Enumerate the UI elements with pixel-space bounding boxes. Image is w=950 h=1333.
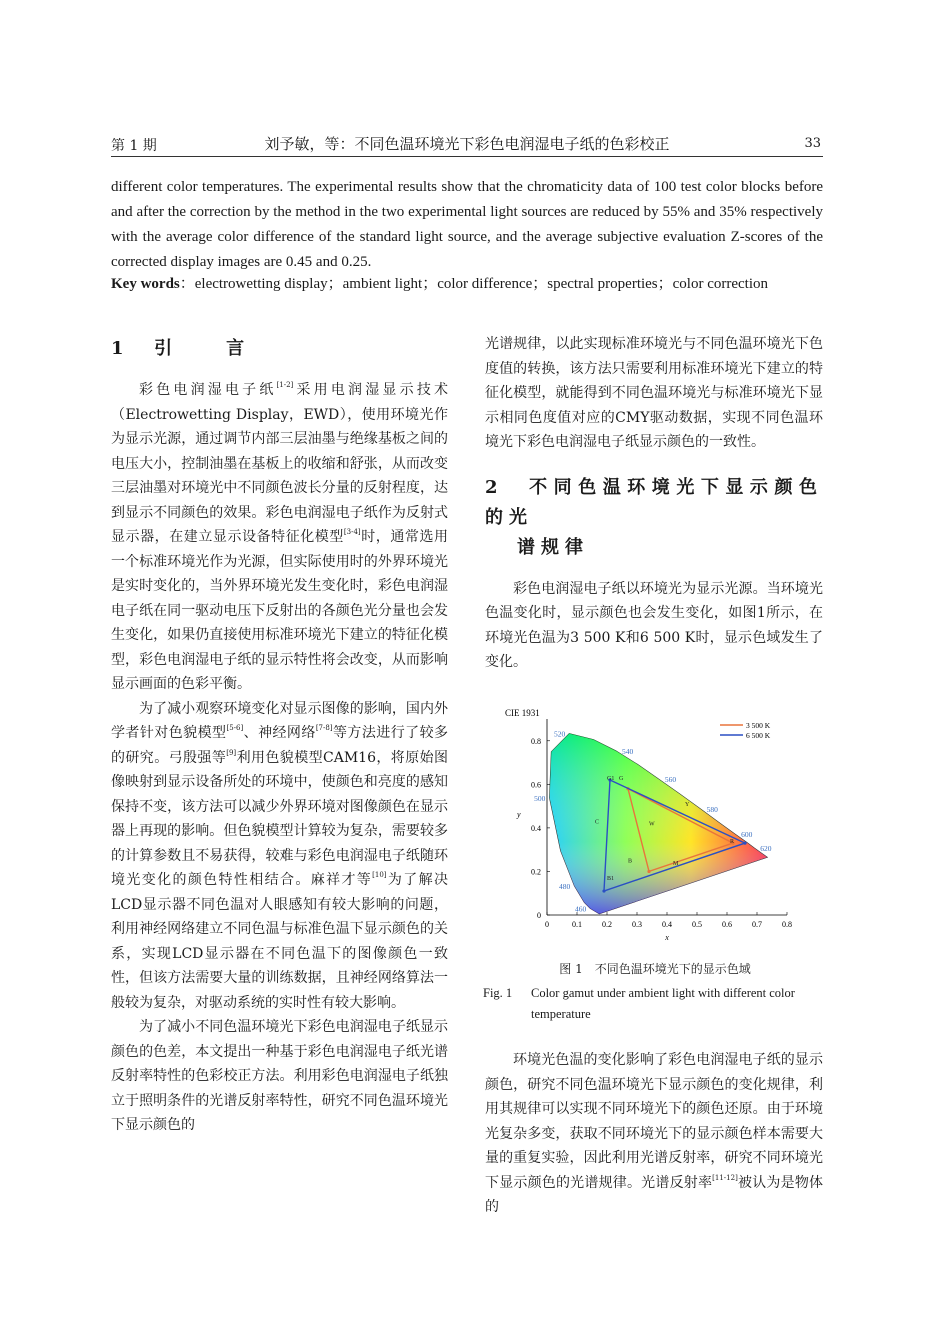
y-tick-label: 0.8 — [531, 736, 541, 746]
paragraph: 环境光色温的变化影响了彩色电润湿电子纸的显示颜色，研究不同色温环境光下显示颜色的变化规律，利用其规律可以实现不同环境光下的颜色还原。由于环境光复杂多变，获取不同环境光下的显示颜色样本需要大量的重复实验，因此利用光谱反射率，研究不同环境光下显示颜色的光谱规律。光谱反射率[11-12]被认为是物体的 — [485, 1052, 824, 1215]
x-tick-label: 0.2 — [602, 920, 612, 929]
section-2-title: 不同色温环境光下显示颜色的光 — [485, 476, 823, 528]
keywords-label: Key words — [111, 276, 180, 292]
citation[interactable]: [10] — [372, 871, 387, 879]
section-1-number: 1 — [111, 338, 130, 359]
page-number: 33 — [804, 136, 821, 151]
right-column-lower — [485, 1048, 823, 1220]
running-header — [111, 132, 823, 157]
paragraph: 彩色电润湿电子纸[1-2]采用电润湿显示技术（Electrowetting Display，EWD），使用环境光作为显示光源，通过调节内部三层油墨与绝缘基板之间的电压大小，控制油墨在基板上的收缩和舒张，从而改变三层油墨对环境光中不同颜色波长分量的反射程度，达到显示不同颜色的效果。彩色电润湿电子纸作为反射式显示器，在建立显示设备特征化模型[3-4]时，通常选用一个标准环境光作为光源，但实际使用时的外界环境光是实时变化的，当外界环境光发生变化时，彩色电润湿电子纸在同一驱动电压下反射出的各颜色光分量也会发生变化，如果仍直接使用标准环境光下建立的特征化模型，彩色电润湿电子纸的显示特性将会改变，从而影响显示画面的色彩平衡。 — [111, 381, 449, 692]
citation[interactable]: [7-8] — [315, 724, 333, 732]
figure-caption-cn: 图 1 不同色温环境光下的显示色域 — [559, 962, 751, 976]
x-tick-label: 0.5 — [692, 920, 702, 929]
x-axis-label: x — [665, 933, 669, 942]
section-2-title-line2: 谱规律 — [517, 536, 589, 558]
right-column — [485, 332, 823, 675]
y-axis-label: y — [517, 810, 521, 819]
keywords-text: ：electrowetting display；ambient light；color difference；spectral properties；color correction — [179, 276, 769, 292]
section-2-heading — [485, 473, 823, 563]
x-tick-label: 0.7 — [752, 920, 762, 929]
spectral-locus-shade — [549, 733, 767, 914]
wavelength-label: 620 — [760, 843, 772, 853]
wavelength-label: 540 — [622, 746, 634, 756]
wavelength-label: 600 — [741, 829, 753, 839]
figure-caption-en: Fig. 1 Color gamut under ambient light with different color temperature — [483, 983, 828, 1025]
x-tick-label: 0.1 — [572, 920, 582, 929]
gamut-vertex — [743, 842, 746, 845]
citation[interactable]: [11-12] — [712, 1173, 738, 1182]
point-annotation: Y — [685, 802, 690, 809]
wavelength-label: 500 — [534, 793, 546, 803]
point-annotation: G — [619, 775, 624, 782]
citation[interactable]: [1-2] — [276, 381, 294, 389]
section-1-title: 引 言 — [154, 338, 251, 359]
citation[interactable]: [3-4] — [343, 528, 361, 536]
wavelength-label: 560 — [664, 775, 677, 785]
legend-label: 3 500 K — [746, 721, 771, 730]
y-tick-label: 0.2 — [531, 867, 541, 877]
left-column — [111, 334, 448, 1138]
paragraph: 为了减小观察环境变化对显示图像的影响，国内外学者针对色貌模型[5-6]、神经网络[7-8]等方法进行了较多的研究。弓殷强等[9]利用色貌模型CAM16，将原始图像映射到显示设备所处的环境中，使颜色和亮度的感知保持不变，该方法可以减少外界环境对图像颜色在显示器上再现的影响。但色貌模型计算较为复杂，需要较多的计算参数且不易获得，较难与彩色电润湿电子纸随环境光变化的颜色特性相结合。麻祥才等[10]为了解决LCD显示器不同色温对人眼感知有较大影响的问题，利用神经网络建立不同色温与标准色温下显示颜色的关系，实现LCD显示器在不同色温下的图像颜色一致性，但该方法需要大量的训练数据，且神经网络算法一般较为复杂，对驱动系统的实时性有较大影响。 — [111, 700, 449, 1011]
point-annotation: R — [730, 839, 735, 846]
chart-title: CIE 1931 — [505, 708, 540, 718]
citation[interactable]: [9] — [226, 748, 237, 757]
wavelength-label: 580 — [706, 804, 718, 814]
paragraph: 为了减小不同色温环境光下彩色电润湿电子纸显示颜色的色差，本文提出一种基于彩色电润湿电子纸光谱反射率特性的色彩校正方法。利用彩色电润湿电子纸独立于照明条件的光谱反射率特性，研究不同色温环境光下显示颜色的 — [111, 1019, 448, 1133]
paragraph: 彩色电润湿电子纸以环境光为显示光源。当环境光色温变化时，显示颜色也会发生变化，如图1所示，在环境光色温为3 500 K和6 500 K时，显示色域发生了变化。 — [485, 580, 823, 670]
cie-chromaticity-chart — [505, 705, 801, 950]
section-1-heading — [111, 334, 448, 364]
y-tick-label: 0 — [537, 911, 541, 920]
keywords — [111, 272, 823, 293]
point-annotation: G1 — [607, 775, 615, 782]
section-2-number: 2 — [485, 476, 504, 498]
legend-label: 6 500 K — [746, 731, 771, 740]
x-tick-label: 0.8 — [782, 920, 792, 929]
figure-label: Fig. 1 — [483, 986, 513, 1000]
point-annotation: W — [649, 821, 655, 828]
point-annotation: B — [628, 858, 633, 865]
y-tick-label: 0.4 — [531, 823, 541, 833]
issue-number: 第 1 期 — [111, 138, 157, 154]
x-tick-label: 0.3 — [632, 920, 642, 929]
x-tick-label: 0 — [545, 920, 549, 929]
wavelength-label: 460 — [574, 904, 587, 914]
gamut-vertex — [602, 889, 605, 892]
wavelength-label: 520 — [553, 729, 566, 739]
gamut-vertex — [647, 870, 650, 873]
citation[interactable]: [5-6] — [226, 724, 244, 732]
x-tick-label: 0.4 — [662, 920, 672, 929]
x-tick-label: 0.6 — [722, 920, 732, 929]
point-annotation: M — [673, 860, 679, 867]
paragraph: 光谱规律，以此实现标准环境光与不同色温环境光下色度值的转换，该方法只需要利用标准环境光下建立的特征化模型，就能得到不同色温环境光与标准环境光下显示相同色度值对应的CMY驱动数据，实现不同色温环境光下彩色电润湿电子纸显示颜色的一致性。 — [485, 336, 823, 450]
y-tick-label: 0.6 — [531, 780, 541, 790]
wavelength-label: 480 — [559, 882, 571, 892]
running-title: 刘予敏，等：不同色温环境光下彩色电润湿电子纸的色彩校正 — [264, 135, 670, 153]
point-annotation: B1 — [607, 876, 615, 883]
point-annotation: C — [595, 819, 600, 826]
abstract-english: different color temperatures. The experimental results show that the chromaticity data of 100 test color blocks before and after the correction by the method in the two experimental light sources are reduced by 55% and 35% respectively with the average color difference of the standard light source, and the average subjective evaluation Z-scores of the corrected display images are 0.45 and 0.25. — [111, 179, 823, 270]
